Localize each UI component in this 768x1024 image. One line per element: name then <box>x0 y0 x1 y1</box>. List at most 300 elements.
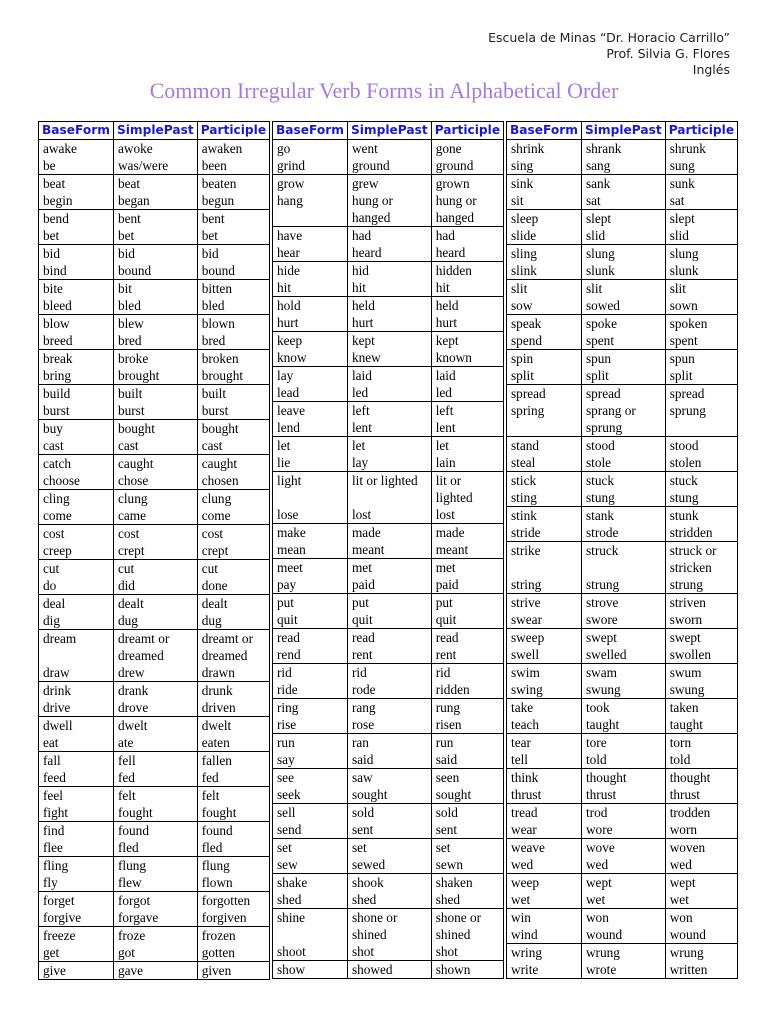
participle-cell: dwelt <box>197 717 269 735</box>
simple-past-cell: bid <box>113 245 197 263</box>
participle-cell: swept <box>665 629 737 647</box>
base-form-cell: steal <box>507 454 582 472</box>
table-row <box>39 664 270 682</box>
participle-cell: shot <box>431 943 503 961</box>
table-row <box>507 629 738 647</box>
simple-past-cell: swung <box>581 681 665 699</box>
table-row <box>39 542 270 560</box>
table-row <box>39 507 270 525</box>
base-form-cell: hold <box>273 297 348 315</box>
base-form-cell: sit <box>507 192 582 210</box>
base-form-cell: slink <box>507 262 582 280</box>
base-form-cell: breed <box>39 332 114 350</box>
base-form-cell: weep <box>507 874 582 892</box>
table-row <box>507 734 738 752</box>
base-form-cell: shed <box>273 891 348 909</box>
simple-past-cell: lay <box>347 454 431 472</box>
page-title: Common Irregular Verb Forms in Alphabetical Order <box>149 78 619 103</box>
table-row <box>507 594 738 612</box>
base-form-cell: cost <box>39 525 114 543</box>
table-row <box>273 332 504 350</box>
simple-past-cell: sold <box>347 804 431 822</box>
table-row <box>39 787 270 805</box>
base-form-cell: send <box>273 821 348 839</box>
participle-cell: rid <box>431 664 503 682</box>
table-row <box>273 804 504 822</box>
participle-cell: awaken <box>197 140 269 158</box>
participle-cell: bent <box>197 210 269 228</box>
table-row <box>507 262 738 280</box>
participle-cell: bled <box>197 297 269 315</box>
simple-past-cell: showed <box>347 961 431 979</box>
simple-past-cell: cast <box>113 437 197 455</box>
participle-cell: swollen <box>665 646 737 664</box>
table-row <box>507 856 738 874</box>
table-row <box>39 385 270 403</box>
table-row <box>507 664 738 682</box>
participle-cell: bred <box>197 332 269 350</box>
participle-cell: torn <box>665 734 737 752</box>
base-form-cell: grow <box>273 175 348 193</box>
base-form-cell: keep <box>273 332 348 350</box>
table-row <box>507 699 738 717</box>
simple-past-cell: was/were <box>113 157 197 175</box>
participle-cell: had <box>431 227 503 245</box>
simple-past-cell: flung <box>113 857 197 875</box>
participle-cell: taught <box>665 716 737 734</box>
participle-cell: forgotten <box>197 892 269 910</box>
simple-past-cell: crept <box>113 542 197 560</box>
base-form-cell: stand <box>507 437 582 455</box>
simple-past-cell: sought <box>347 786 431 804</box>
simple-past-cell: spent <box>581 332 665 350</box>
participle-cell: slid <box>665 227 737 245</box>
table-row <box>39 332 270 350</box>
simple-past-cell: heard <box>347 244 431 262</box>
table-row <box>273 541 504 559</box>
participle-cell: flung <box>197 857 269 875</box>
participle-cell: put <box>431 594 503 612</box>
table-row <box>507 926 738 944</box>
base-form-cell: forgive <box>39 909 114 927</box>
base-form-cell: sing <box>507 157 582 175</box>
table-row <box>273 576 504 594</box>
table-row <box>507 891 738 909</box>
participle-cell: meant <box>431 541 503 559</box>
table-row <box>39 140 270 158</box>
base-form-cell: slit <box>507 280 582 298</box>
simple-past-cell: led <box>347 384 431 402</box>
participle-cell: cut <box>197 560 269 578</box>
participle-cell: wrung <box>665 944 737 962</box>
simple-past-cell: met <box>347 559 431 577</box>
base-form-cell: fight <box>39 804 114 822</box>
table-row <box>507 874 738 892</box>
base-form-cell: weave <box>507 839 582 857</box>
table-row <box>507 472 738 490</box>
table-row <box>273 419 504 437</box>
participle-cell: drawn <box>197 664 269 682</box>
base-form-cell: set <box>273 839 348 857</box>
base-form-cell: dwell <box>39 717 114 735</box>
table-row <box>507 157 738 175</box>
simple-past-cell: bit <box>113 280 197 298</box>
table-row <box>39 560 270 578</box>
base-form-cell: forget <box>39 892 114 910</box>
participle-cell: cast <box>197 437 269 455</box>
simple-past-cell: shed <box>347 891 431 909</box>
base-form-cell: fall <box>39 752 114 770</box>
simple-past-cell: lost <box>347 506 431 524</box>
simple-past-header: SimplePast <box>347 122 431 140</box>
table-row <box>39 315 270 333</box>
simple-past-cell: set <box>347 839 431 857</box>
participle-cell: split <box>665 367 737 385</box>
simple-past-cell: thrust <box>581 786 665 804</box>
table-row <box>273 909 504 944</box>
table-row <box>39 192 270 210</box>
subject-name: Inglés <box>692 62 730 77</box>
participle-cell: met <box>431 559 503 577</box>
base-form-cell: strike <box>507 542 582 577</box>
base-form-cell: freeze <box>39 927 114 945</box>
simple-past-cell: strode <box>581 524 665 542</box>
participle-cell: fled <box>197 839 269 857</box>
table-row <box>507 507 738 525</box>
base-form-cell: leave <box>273 402 348 420</box>
simple-past-cell: built <box>113 385 197 403</box>
base-form-header: BaseForm <box>39 122 114 140</box>
base-form-cell: rid <box>273 664 348 682</box>
simple-past-cell: awoke <box>113 140 197 158</box>
simple-past-cell: cut <box>113 560 197 578</box>
table-row <box>507 611 738 629</box>
simple-past-cell: rang <box>347 699 431 717</box>
base-form-cell: swear <box>507 611 582 629</box>
simple-past-cell: forgot <box>113 892 197 910</box>
participle-cell: grown <box>431 175 503 193</box>
base-form-cell: fling <box>39 857 114 875</box>
simple-past-cell: took <box>581 699 665 717</box>
simple-past-cell: wound <box>581 926 665 944</box>
simple-past-cell: wet <box>581 891 665 909</box>
table-row <box>39 262 270 280</box>
table-row <box>273 454 504 472</box>
base-form-cell: swim <box>507 664 582 682</box>
participle-cell: brought <box>197 367 269 385</box>
simple-past-cell: felt <box>113 787 197 805</box>
simple-past-cell: lit or lighted <box>347 472 431 507</box>
participle-cell: rung <box>431 699 503 717</box>
simple-past-cell: stank <box>581 507 665 525</box>
base-form-cell: pay <box>273 576 348 594</box>
base-form-cell: come <box>39 507 114 525</box>
table-row <box>507 786 738 804</box>
simple-past-cell: left <box>347 402 431 420</box>
base-form-cell: flee <box>39 839 114 857</box>
participle-cell: beaten <box>197 175 269 193</box>
table-row <box>507 280 738 298</box>
table-row <box>273 629 504 647</box>
simple-past-cell: hurt <box>347 314 431 332</box>
participle-cell: spoken <box>665 315 737 333</box>
table-row <box>273 140 504 158</box>
participle-cell: run <box>431 734 503 752</box>
base-form-cell: take <box>507 699 582 717</box>
participle-cell: woven <box>665 839 737 857</box>
base-form-cell: stink <box>507 507 582 525</box>
base-form-cell: ring <box>273 699 348 717</box>
participle-cell: taken <box>665 699 737 717</box>
simple-past-cell: came <box>113 507 197 525</box>
simple-past-cell: said <box>347 751 431 769</box>
base-form-cell: awake <box>39 140 114 158</box>
participle-cell: chosen <box>197 472 269 490</box>
base-form-cell: find <box>39 822 114 840</box>
table-row <box>39 490 270 508</box>
participle-cell: fought <box>197 804 269 822</box>
table-row <box>39 682 270 700</box>
table-row <box>507 227 738 245</box>
simple-past-cell: kept <box>347 332 431 350</box>
table-row <box>39 420 270 438</box>
table-row <box>507 804 738 822</box>
table-row <box>273 559 504 577</box>
participle-cell: told <box>665 751 737 769</box>
simple-past-cell: stung <box>581 489 665 507</box>
verb-table-2 <box>272 121 504 979</box>
table-row <box>273 262 504 280</box>
simple-past-cell: sank <box>581 175 665 193</box>
base-form-cell: sweep <box>507 629 582 647</box>
table-row <box>507 385 738 403</box>
table-row <box>273 664 504 682</box>
base-form-cell: spend <box>507 332 582 350</box>
simple-past-cell: trod <box>581 804 665 822</box>
participle-cell: trodden <box>665 804 737 822</box>
table-row <box>273 506 504 524</box>
base-form-cell: sew <box>273 856 348 874</box>
base-form-cell: show <box>273 961 348 979</box>
base-form-cell: bend <box>39 210 114 228</box>
base-form-cell: creep <box>39 542 114 560</box>
simple-past-cell: froze <box>113 927 197 945</box>
simple-past-cell: struck <box>581 542 665 577</box>
base-form-cell: win <box>507 909 582 927</box>
table-row <box>507 524 738 542</box>
simple-past-cell: shrank <box>581 140 665 158</box>
participle-cell: thought <box>665 769 737 787</box>
participle-cell: swum <box>665 664 737 682</box>
participle-cell: broken <box>197 350 269 368</box>
simple-past-cell: swelled <box>581 646 665 664</box>
participle-cell: shown <box>431 961 503 979</box>
base-form-cell: teach <box>507 716 582 734</box>
base-form-cell: beat <box>39 175 114 193</box>
header-row <box>273 122 504 140</box>
simple-past-cell: swam <box>581 664 665 682</box>
table-row <box>507 839 738 857</box>
participle-cell: sought <box>431 786 503 804</box>
table-row <box>39 804 270 822</box>
table-row <box>39 402 270 420</box>
base-form-cell: break <box>39 350 114 368</box>
base-form-cell: cut <box>39 560 114 578</box>
table-row <box>507 245 738 263</box>
participle-cell: dealt <box>197 595 269 613</box>
base-form-cell: sink <box>507 175 582 193</box>
simple-past-cell: did <box>113 577 197 595</box>
simple-past-cell: dreamt or dreamed <box>113 630 197 665</box>
table-row <box>273 716 504 734</box>
table-row <box>273 681 504 699</box>
table-row <box>507 821 738 839</box>
simple-past-cell: stood <box>581 437 665 455</box>
base-form-cell: sling <box>507 245 582 263</box>
participle-cell: dug <box>197 612 269 630</box>
simple-past-cell: slit <box>581 280 665 298</box>
participle-cell: heard <box>431 244 503 262</box>
simple-past-cell: flew <box>113 874 197 892</box>
base-form-cell: stride <box>507 524 582 542</box>
simple-past-cell: dug <box>113 612 197 630</box>
participle-cell: slit <box>665 280 737 298</box>
participle-cell: stood <box>665 437 737 455</box>
participle-cell: stunk <box>665 507 737 525</box>
simple-past-cell: paid <box>347 576 431 594</box>
participle-cell: shone or shined <box>431 909 503 944</box>
simple-past-cell: swept <box>581 629 665 647</box>
base-form-cell: meet <box>273 559 348 577</box>
simple-past-cell: fed <box>113 769 197 787</box>
base-form-cell: feed <box>39 769 114 787</box>
participle-header: Participle <box>431 122 503 140</box>
participle-cell: swung <box>665 681 737 699</box>
simple-past-cell: slid <box>581 227 665 245</box>
participle-cell: dreamt or dreamed <box>197 630 269 665</box>
table-row <box>507 716 738 734</box>
participle-cell: spread <box>665 385 737 403</box>
simple-past-cell: sowed <box>581 297 665 315</box>
simple-past-cell: beat <box>113 175 197 193</box>
table-row <box>507 909 738 927</box>
simple-past-cell: blew <box>113 315 197 333</box>
base-form-cell: sting <box>507 489 582 507</box>
table-row <box>273 611 504 629</box>
base-form-cell: swing <box>507 681 582 699</box>
base-form-cell: draw <box>39 664 114 682</box>
base-form-cell: speak <box>507 315 582 333</box>
table-row <box>273 594 504 612</box>
simple-past-cell: spread <box>581 385 665 403</box>
simple-past-cell: sang <box>581 157 665 175</box>
participle-cell: sat <box>665 192 737 210</box>
base-form-cell: hurt <box>273 314 348 332</box>
base-form-cell: drive <box>39 699 114 717</box>
participle-cell: felt <box>197 787 269 805</box>
table-row <box>273 175 504 193</box>
participle-cell: bet <box>197 227 269 245</box>
table-row <box>39 630 270 665</box>
simple-past-cell: knew <box>347 349 431 367</box>
base-form-cell: read <box>273 629 348 647</box>
participle-cell: shaken <box>431 874 503 892</box>
base-form-cell: run <box>273 734 348 752</box>
base-form-cell: lead <box>273 384 348 402</box>
simple-past-cell: slung <box>581 245 665 263</box>
simple-past-cell: thought <box>581 769 665 787</box>
base-form-cell: mean <box>273 541 348 559</box>
participle-header: Participle <box>197 122 269 140</box>
participle-cell: struck or stricken <box>665 542 737 577</box>
participle-cell: lain <box>431 454 503 472</box>
base-form-cell: go <box>273 140 348 158</box>
base-form-cell: lie <box>273 454 348 472</box>
participle-cell: hurt <box>431 314 503 332</box>
simple-past-cell: taught <box>581 716 665 734</box>
participle-cell: sold <box>431 804 503 822</box>
table-row <box>273 244 504 262</box>
base-form-cell: stick <box>507 472 582 490</box>
simple-past-cell: wove <box>581 839 665 857</box>
base-form-cell: wear <box>507 821 582 839</box>
base-form-cell: let <box>273 437 348 455</box>
participle-cell: kept <box>431 332 503 350</box>
simple-past-header: SimplePast <box>113 122 197 140</box>
participle-cell: come <box>197 507 269 525</box>
base-form-cell: tell <box>507 751 582 769</box>
participle-cell: known <box>431 349 503 367</box>
table-row <box>39 699 270 717</box>
table-row <box>507 140 738 158</box>
table-row <box>507 367 738 385</box>
participle-cell: stung <box>665 489 737 507</box>
base-form-cell: wet <box>507 891 582 909</box>
simple-past-cell: told <box>581 751 665 769</box>
simple-past-cell: laid <box>347 367 431 385</box>
base-form-cell: split <box>507 367 582 385</box>
participle-cell: strung <box>665 576 737 594</box>
participle-header: Participle <box>665 122 737 140</box>
simple-past-cell: drew <box>113 664 197 682</box>
base-form-cell: hang <box>273 192 348 227</box>
verb-table-3 <box>506 121 738 979</box>
simple-past-cell: shot <box>347 943 431 961</box>
table-row <box>273 821 504 839</box>
base-form-cell: bite <box>39 280 114 298</box>
table-row <box>39 769 270 787</box>
participle-cell: read <box>431 629 503 647</box>
participle-cell: hidden <box>431 262 503 280</box>
simple-past-cell: stole <box>581 454 665 472</box>
simple-past-cell: quit <box>347 611 431 629</box>
table-row <box>507 769 738 787</box>
base-form-cell: dig <box>39 612 114 630</box>
table-row <box>39 822 270 840</box>
table-row <box>507 402 738 437</box>
participle-cell: lit or lighted <box>431 472 503 507</box>
participle-cell: sworn <box>665 611 737 629</box>
base-form-cell: strive <box>507 594 582 612</box>
table-row <box>39 857 270 875</box>
table-row <box>507 576 738 594</box>
table-row <box>39 927 270 945</box>
participle-cell: shrunk <box>665 140 737 158</box>
table-row <box>507 297 738 315</box>
base-form-cell: thrust <box>507 786 582 804</box>
participle-cell: seen <box>431 769 503 787</box>
base-form-cell: drink <box>39 682 114 700</box>
